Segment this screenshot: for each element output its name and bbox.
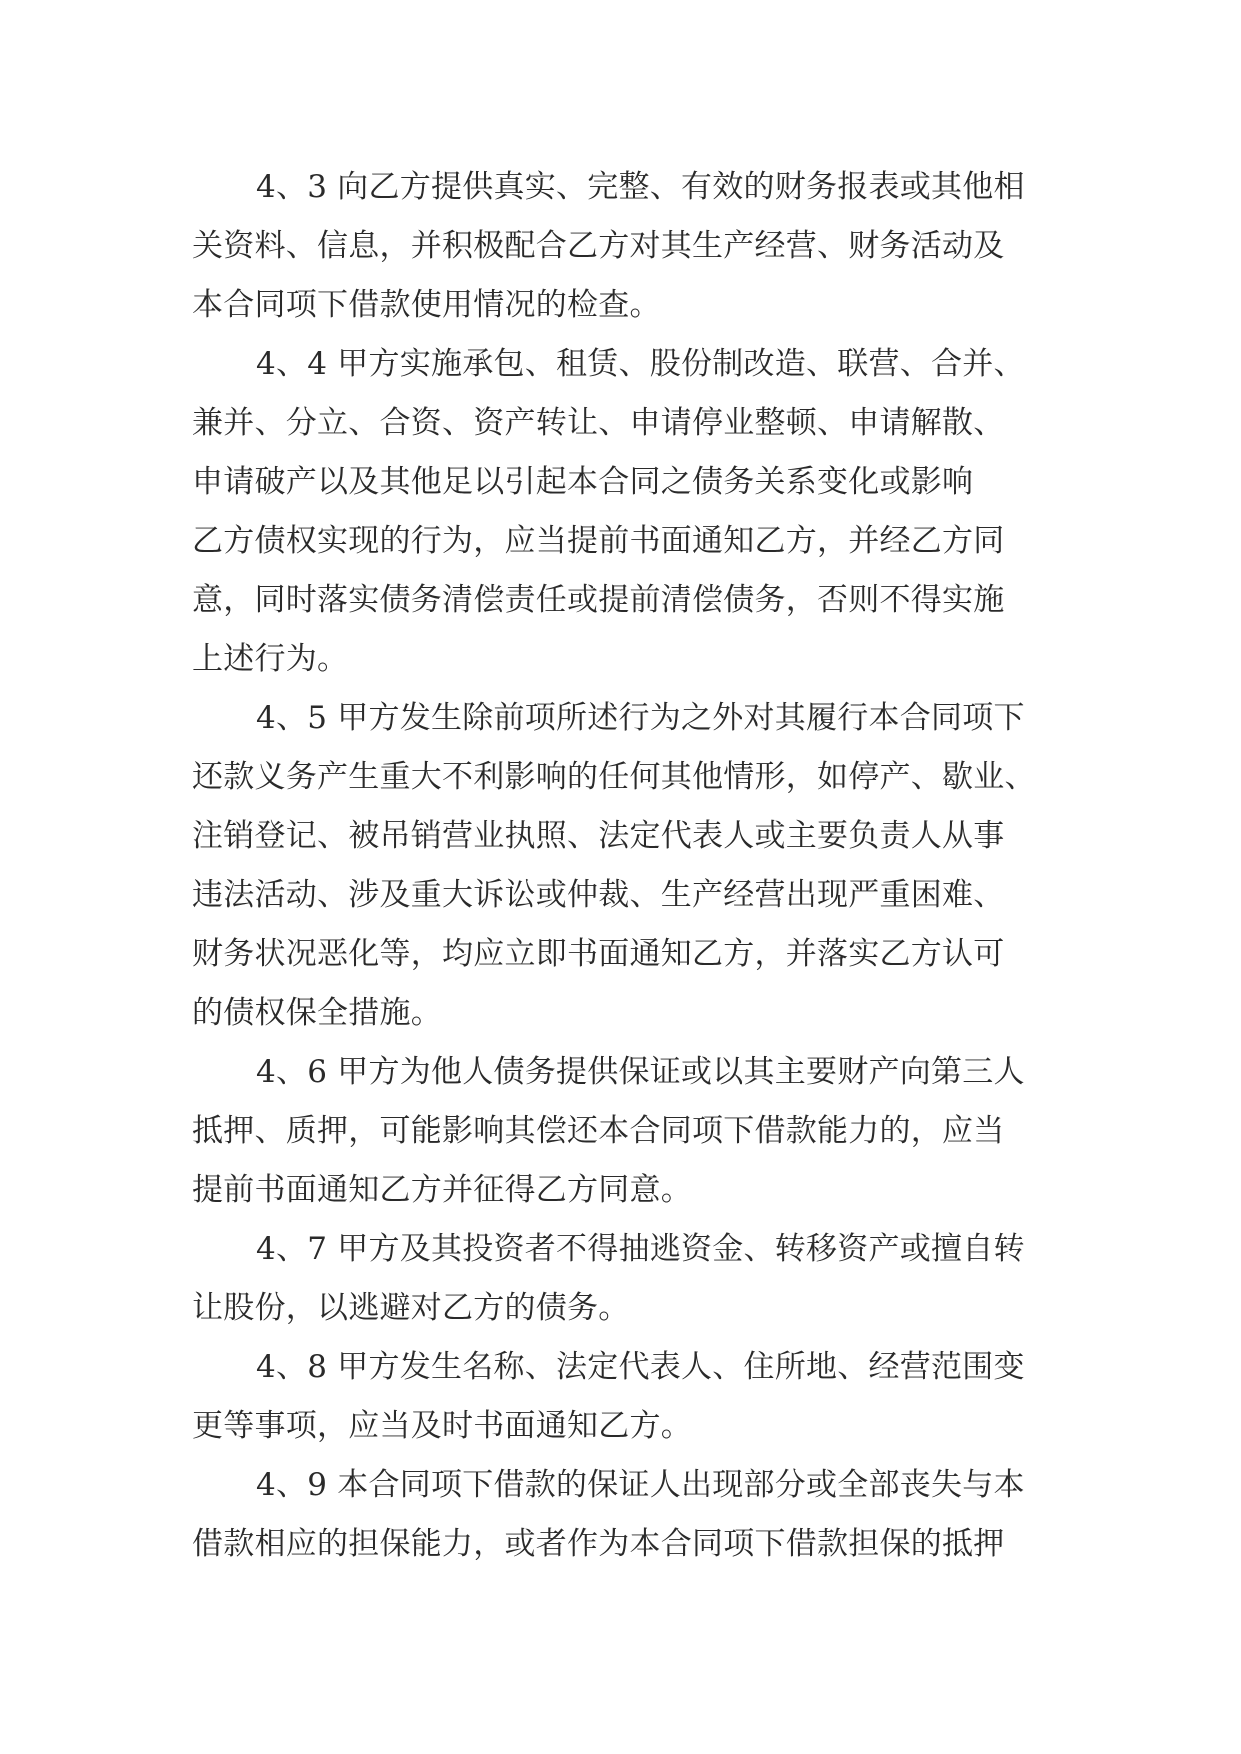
document-body: [192, 158, 1054, 1574]
text-line: 本合同项下借款使用情况的检查。: [192, 287, 661, 323]
text-line: 的债权保全措施。: [192, 995, 442, 1031]
text-line: 意，同时落实债务清偿责任或提前清偿债务，否则不得实施: [192, 582, 1005, 618]
clause-4-4: [192, 335, 1054, 689]
text-line: 乙方债权实现的行为，应当提前书面通知乙方，并经乙方同: [192, 523, 1005, 559]
text-line: 抵押、质押，可能影响其偿还本合同项下借款能力的，应当: [192, 1113, 1005, 1149]
text-line: 兼并、分立、合资、资产转让、申请停业整顿、申请解散、: [192, 405, 1005, 441]
text-line: 4、6 甲方为他人债务提供保证或以其主要财产向第三人: [256, 1054, 1025, 1090]
text-line: 提前书面通知乙方并征得乙方同意。: [192, 1172, 692, 1208]
text-line: 4、7 甲方及其投资者不得抽逃资金、转移资产或擅自转: [256, 1231, 1025, 1267]
text-line: 让股份，以逃避对乙方的债务。: [192, 1290, 630, 1326]
clause-4-6: [192, 1043, 1054, 1220]
text-line: 关资料、信息，并积极配合乙方对其生产经营、财务活动及: [192, 228, 1005, 264]
text-line: 申请破产以及其他足以引起本合同之债务关系变化或影响: [192, 464, 974, 500]
clause-4-5: [192, 689, 1054, 1043]
text-line: 4、4 甲方实施承包、租赁、股份制改造、联营、合并、: [256, 346, 1025, 382]
text-line: 违法活动、涉及重大诉讼或仲裁、生产经营出现严重困难、: [192, 877, 1005, 913]
clause-4-3: [192, 158, 1054, 335]
text-line: 上述行为。: [192, 641, 349, 677]
text-line: 财务状况恶化等，均应立即书面通知乙方，并落实乙方认可: [192, 936, 1005, 972]
text-line: 4、8 甲方发生名称、法定代表人、住所地、经营范围变: [256, 1349, 1025, 1385]
text-line: 4、5 甲方发生除前项所述行为之外对其履行本合同项下: [256, 700, 1025, 736]
text-line: 4、9 本合同项下借款的保证人出现部分或全部丧失与本: [256, 1467, 1025, 1503]
text-line: 借款相应的担保能力，或者作为本合同项下借款担保的抵押: [192, 1526, 1005, 1562]
clause-4-7: [192, 1220, 1054, 1338]
clause-4-8: [192, 1338, 1054, 1456]
text-line: 更等事项，应当及时书面通知乙方。: [192, 1408, 692, 1444]
text-line: 注销登记、被吊销营业执照、法定代表人或主要负责人从事: [192, 818, 1005, 854]
text-line: 4、3 向乙方提供真实、完整、有效的财务报表或其他相: [256, 169, 1025, 205]
clause-4-9: [192, 1456, 1054, 1574]
text-line: 还款义务产生重大不利影响的任何其他情形，如停产、歇业、: [192, 759, 1036, 795]
